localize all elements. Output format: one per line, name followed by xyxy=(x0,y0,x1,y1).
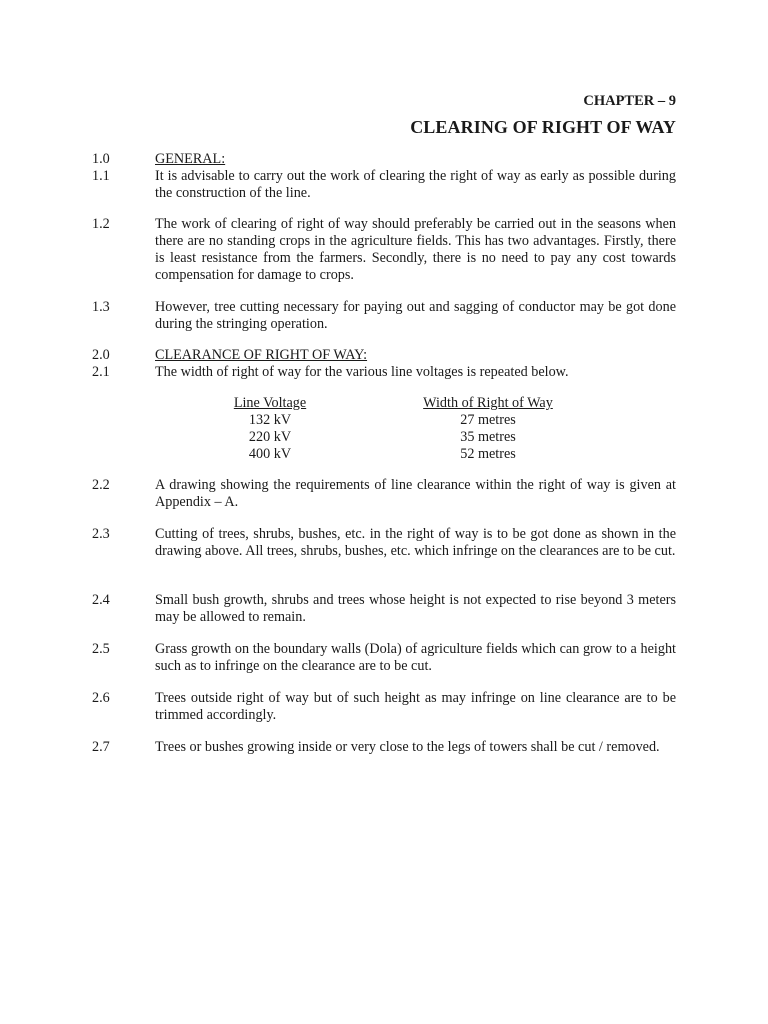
section-heading-text: GENERAL: xyxy=(155,151,226,167)
paragraph-1-3 xyxy=(92,299,676,333)
paragraph-text: Cutting of trees, shrubs, bushes, etc. in the right of way is to be got done as shown in the drawing above. All trees, shrubs, bushes, etc. which infringe on the clearances are to be cut. xyxy=(155,526,676,559)
paragraph-2-1 xyxy=(92,364,676,381)
paragraph-1-2 xyxy=(92,216,676,284)
paragraph-text: Small bush growth, shrubs and trees whose height is not expected to rise beyond 3 meters may be allowed to remain. xyxy=(155,592,676,625)
paragraph-number: 2.5 xyxy=(92,641,110,657)
paragraph-text: The width of right of way for the various line voltages is repeated below. xyxy=(155,364,569,380)
paragraph-text: Grass growth on the boundary walls (Dola) of agriculture fields which can grow to a height such as to infringe on the clearance are to be cut. xyxy=(155,641,676,674)
paragraph-text: The work of clearing of right of way should preferably be carried out in the seasons when there are no standing crops in the agriculture fields. This has two advantages. Firstly, there is least resistance from the farmers. Secondly, there is no need to pay any cost towards compensation for damage to crops. xyxy=(155,216,676,283)
section-heading-general xyxy=(92,151,676,168)
paragraph-text: A drawing showing the requirements of line clearance within the right of way is given at Appendix – A. xyxy=(155,477,676,510)
paragraph-2-7 xyxy=(92,739,676,756)
paragraph-number: 2.6 xyxy=(92,690,110,706)
paragraph-2-2 xyxy=(92,477,676,511)
chapter-label: CHAPTER – 9 xyxy=(583,93,676,109)
paragraph-number: 1.3 xyxy=(92,299,110,315)
paragraph-number: 1.1 xyxy=(92,168,110,184)
paragraph-number: 1.2 xyxy=(92,216,110,232)
chapter-title: CLEARING OF RIGHT OF WAY xyxy=(410,117,676,137)
table-cell: 35 metres xyxy=(460,429,516,445)
paragraph-2-3 xyxy=(92,526,676,560)
table-cell: 132 kV xyxy=(248,412,292,428)
paragraph-number: 2.2 xyxy=(92,477,110,493)
table-cell: 400 kV xyxy=(248,446,292,462)
paragraph-text: Trees or bushes growing inside or very close to the legs of towers shall be cut / removed. xyxy=(155,739,660,755)
table-header: Width of Right of Way xyxy=(423,395,553,411)
section-heading-text: CLEARANCE OF RIGHT OF WAY: xyxy=(155,347,368,363)
table-cell: 220 kV xyxy=(248,429,292,445)
paragraph-text: It is advisable to carry out the work of clearing the right of way as early as possible during the construction of the line. xyxy=(155,168,676,201)
paragraph-2-5 xyxy=(92,641,676,675)
table-cell: 52 metres xyxy=(460,446,516,462)
table-cell: 27 metres xyxy=(460,412,516,428)
paragraph-number: 2.3 xyxy=(92,526,110,542)
paragraph-number: 2.4 xyxy=(92,592,110,608)
paragraph-1-1 xyxy=(92,168,676,202)
paragraph-text: Trees outside right of way but of such height as may infringe on line clearance are to be trimmed accordingly. xyxy=(155,690,676,723)
paragraph-number: 2.7 xyxy=(92,739,110,755)
section-number: 2.0 xyxy=(92,347,110,363)
table-header: Line Voltage xyxy=(233,395,307,411)
section-heading-clearance xyxy=(92,347,676,364)
paragraph-2-6 xyxy=(92,690,676,724)
paragraph-text: However, tree cutting necessary for paying out and sagging of conductor may be got done during the stringing operation. xyxy=(155,299,676,332)
width-column xyxy=(408,395,568,463)
paragraph-number: 2.1 xyxy=(92,364,110,380)
section-number: 1.0 xyxy=(92,151,110,167)
line-voltage-column xyxy=(210,395,330,463)
paragraph-2-4 xyxy=(92,592,676,626)
